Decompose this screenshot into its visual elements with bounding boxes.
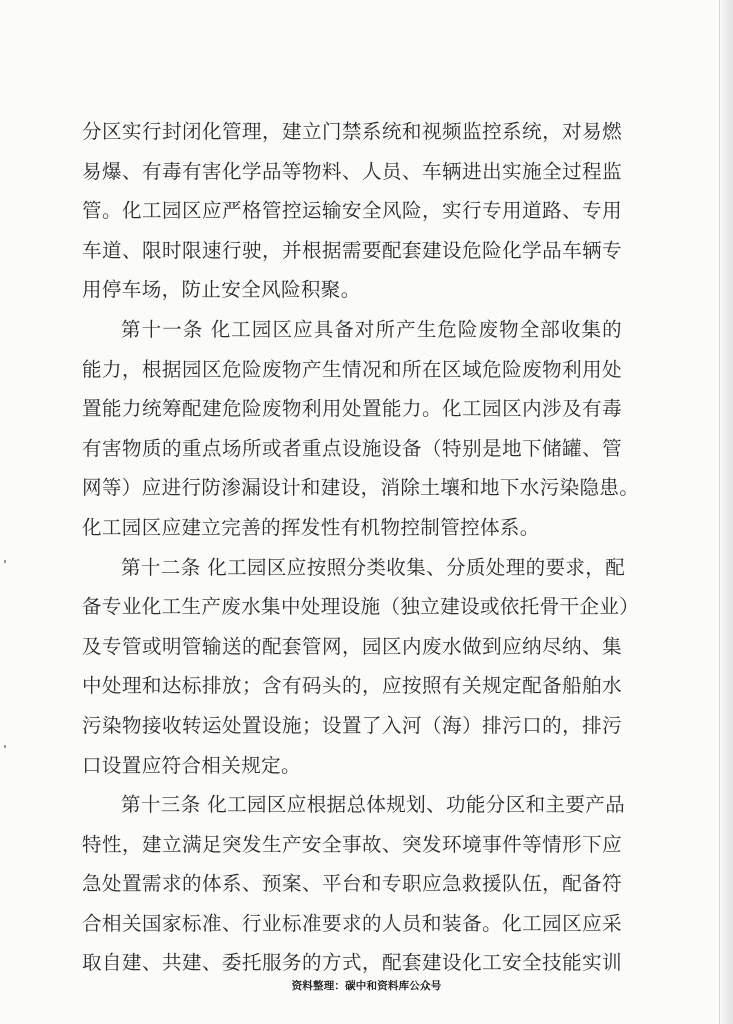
text-line: 用停车场，防止安全风险积聚。 <box>82 278 361 302</box>
text-line: 合相关国家标准、行业标准要求的人员和装备。化工园区应采 <box>82 911 622 935</box>
text-line: 化工园区应建立完善的挥发性有机物控制管控体系。 <box>82 515 540 539</box>
text-line: 取自建、共建、委托服务的方式，配套建设化工安全技能实训 <box>82 951 622 975</box>
text-line: 特性，建立满足突发生产安全事故、突发环境事件等情形下应 <box>82 832 622 856</box>
article-11-heading-line: 第十一条 化工园区应具备对所产生危险废物全部收集的 <box>121 317 622 341</box>
text-line: 备专业化工生产废水集中处理设施（独立建设或依托骨干企业） <box>82 595 640 619</box>
article-12-heading-line: 第十二条 化工园区应按照分类收集、分质处理的要求，配 <box>121 555 626 579</box>
text-line: 能力，根据园区危险废物产生情况和所在区域危险废物利用处 <box>82 357 622 381</box>
body-text <box>82 112 640 983</box>
text-line: 分区实行封闭化管理，建立门禁系统和视频监控系统，对易燃 <box>82 120 622 143</box>
text-line: 网等）应进行防渗漏设计和建设，消除土壤和地下水污染隐患。 <box>82 476 640 500</box>
footer-source-note: 资料整理：碳中和资料库公众号 <box>291 980 442 992</box>
article-13-heading-line: 第十三条 化工园区应根据总体规划、功能分区和主要产品 <box>121 793 626 817</box>
text-line: 有害物质的重点场所或者重点设施设备（特别是地下储罐、管 <box>82 436 622 460</box>
text-line: 口设置应符合相关规定。 <box>82 753 301 777</box>
text-line: 管。化工园区应严格管控运输安全风险，实行专用道路、专用 <box>82 199 622 223</box>
scan-edge-shadow <box>721 0 733 1024</box>
text-line: 车道、限时限速行驶，并根据需要配套建设危险化学品车辆专 <box>82 238 622 262</box>
text-line: 中处理和达标排放；含有码头的，应按照有关规定配备船舶水 <box>82 674 622 698</box>
text-line: 易爆、有毒有害化学品等物料、人员、车辆进出实施全过程监 <box>82 159 622 183</box>
text-line: 污染物接收转运处置设施；设置了入河（海）排污口的，排污 <box>82 713 622 737</box>
text-line: 及专管或明管输送的配套管网，园区内废水做到应纳尽纳、集 <box>82 634 622 658</box>
scan-mark <box>4 560 6 563</box>
text-line: 急处置需求的体系、预案、平台和专职应急救援队伍，配备符 <box>82 872 622 896</box>
scan-edge-line <box>719 0 720 1024</box>
scan-mark <box>4 745 6 748</box>
text-line: 置能力统筹配建危险废物利用处置能力。化工园区内涉及有毒 <box>82 397 622 421</box>
